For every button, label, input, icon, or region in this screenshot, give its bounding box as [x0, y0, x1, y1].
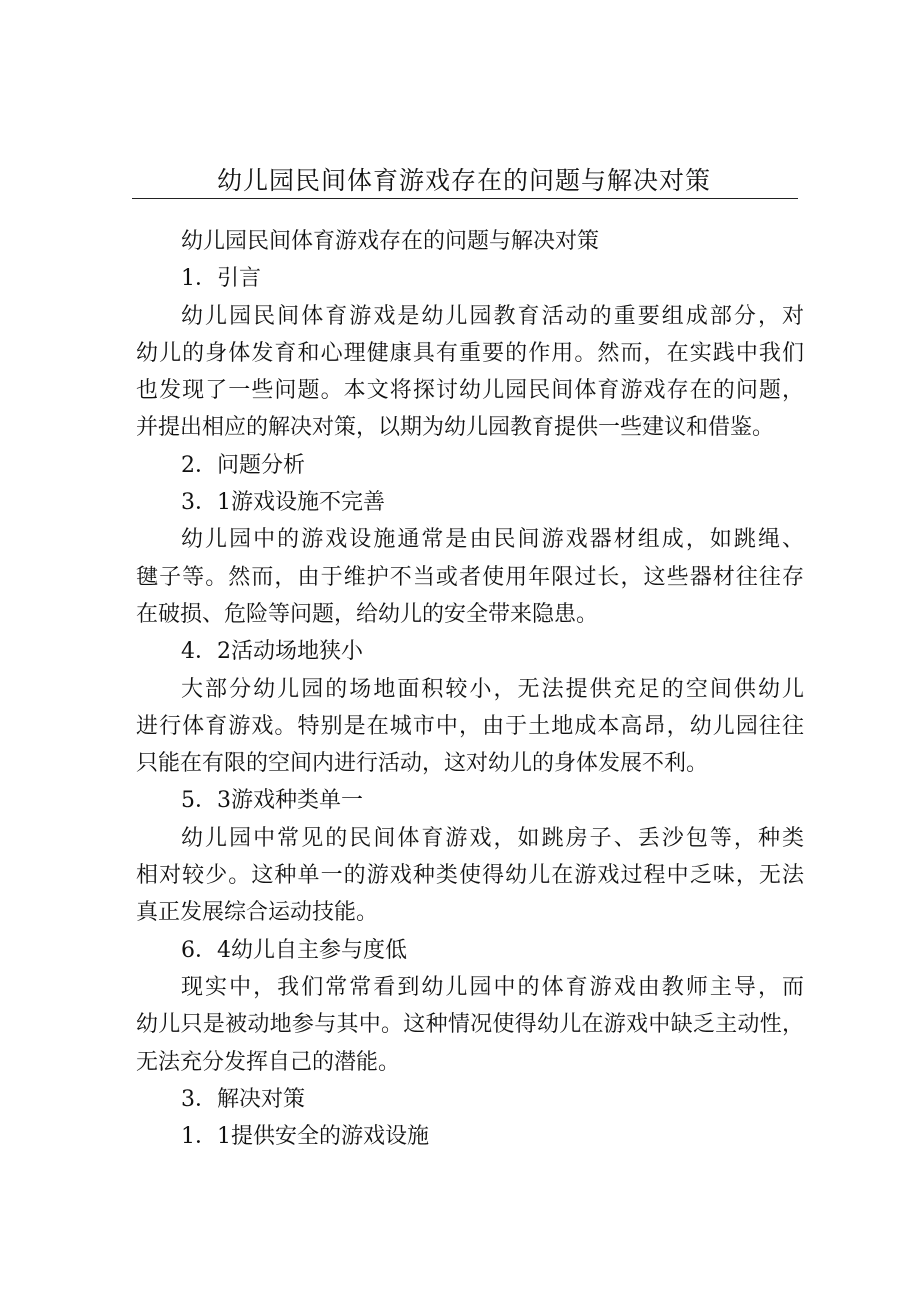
text-line: 2．问题分析	[181, 452, 305, 478]
text-line: 幼儿园民间体育游戏存在的问题与解决对策	[181, 229, 600, 254]
text-line: 相对较少。这种单一的游戏种类使得幼儿在游戏过程中乏味，无法	[136, 863, 804, 889]
text-line: 并提出相应的解决对策，以期为幼儿园教育提供一些建议和借鉴。	[136, 415, 775, 441]
text-line: 幼儿园民间体育游戏是幼儿园教育活动的重要组成部分，对	[181, 303, 804, 329]
text-line: 无法充分发挥自己的潜能。	[136, 1049, 401, 1075]
text-line: 3．1游戏设施不完善	[181, 490, 385, 516]
text-line: 大部分幼儿园的场地面积较小，无法提供充足的空间供幼儿	[181, 676, 804, 702]
text-line: 幼儿园中的游戏设施通常是由民间游戏器材组成，如跳绳、	[181, 527, 804, 553]
text-line: 在破损、危险等问题，给幼儿的安全带来隐患。	[136, 601, 599, 627]
text-line: 6．4幼儿自主参与度低	[181, 937, 407, 963]
text-line: 进行体育游戏。特别是在城市中，由于土地成本高昂，幼儿园往往	[136, 713, 804, 739]
text-line: 3．解决对策	[181, 1086, 305, 1112]
text-line: 4．2活动场地狭小	[181, 639, 363, 665]
text-line: 1．引言	[181, 266, 261, 292]
text-line: 5．3游戏种类单一	[181, 788, 363, 814]
text-line: 只能在有限的空间内进行活动，这对幼儿的身体发展不利。	[136, 751, 709, 777]
text-line: 幼儿的身体发育和心理健康具有重要的作用。然而，在实践中我们	[136, 340, 804, 366]
text-line: 真正发展综合运动技能。	[136, 900, 379, 926]
text-line: 现实中，我们常常看到幼儿园中的体育游戏由教师主导，而	[181, 974, 804, 1000]
text-line: 幼儿园中常见的民间体育游戏，如跳房子、丢沙包等，种类	[181, 825, 804, 851]
document-body	[136, 223, 804, 1155]
text-line: 毽子等。然而，由于维护不当或者使用年限过长，这些器材往往存	[136, 564, 804, 590]
header-divider	[132, 198, 798, 199]
running-header-title: 幼儿园民间体育游戏存在的问题与解决对策	[216, 166, 711, 195]
text-line: 幼儿只是被动地参与其中。这种情况使得幼儿在游戏中缺乏主动性，	[136, 1012, 804, 1038]
text-line: 1．1提供安全的游戏设施	[181, 1124, 429, 1150]
text-line: 也发现了一些问题。本文将探讨幼儿园民间体育游戏存在的问题，	[136, 378, 804, 404]
